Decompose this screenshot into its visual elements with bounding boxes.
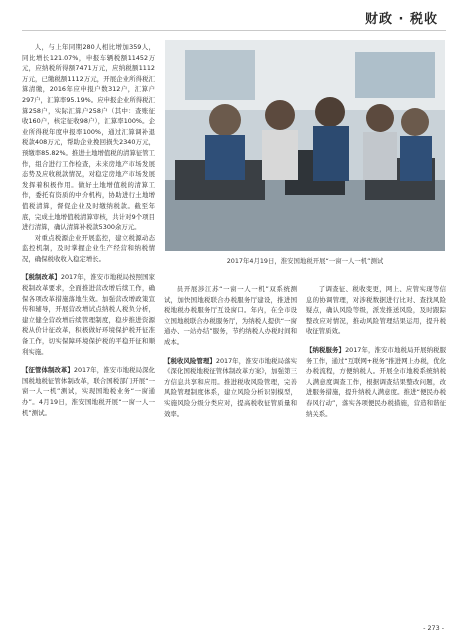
section-body: 2017年，淮安市地税局按照国家税制改革要求，全面推进营改增后续工作，确保各项改革措施落地生效。加强营改增政策宣传和辅导，开展营改增试点纳税人税负分析，建立健全营改增后续管理制度，稳步推进资源税从价计征改革，积极做好环境保护税开征准备工作，切实保障环境保护税的平稳开征和顺利实施。 bbox=[22, 273, 156, 356]
photo-caption: 2017年4月19日，淮安国地税开展“一窗一人一机”测试 bbox=[226, 257, 384, 265]
section-paragraph bbox=[22, 365, 155, 418]
section-body: 2017年，淮安市地税局落实《深化国税地税征管体制改革方案》，加强第三方信息共享和应用。推进税收风险管理，完善风险管理制度体系，建立风险分析识别模型，实施风险分级分类应对，提高税收征管质量和效率。 bbox=[164, 356, 298, 418]
body-paragraph: 人，与上年同期280人相比增加359人，同比增长121.07%，申报车辆税额11452万元，应纳税所得额7471万元，应纳税额1112万元，已缴税额1112万元，开展企业所得税汇算清缴，2016年应申报户数312户，汇算户297户，汇算率95.19%。应申报企业所得税汇算258户，实际汇算户258户（其中：查账征收160户，核定征收98户），汇算率100%。企业所得税年度申报率100%，通过汇算调补退税款408万元，帮助企业挽回损失2340万元，预缴率85.82%。推进土地增值税的清算征管工作，组合进行工作检查，未来房地产市场发展态势及应收税款情况，对稳定房地产市场发展发挥着积极作用。做好土地增值税的清算工作，委托有资质的中介机构，协助进行土地增值税清算，督促企业及时缴纳税款。截至年底，完成土地增值税清算审核，共计对9个项目进行清算，确认清算补税款5300余万元。 bbox=[22, 43, 156, 232]
column-2 bbox=[164, 284, 297, 419]
body-paragraph: 员开展涉江苏“一窗一人一机”双系统测试，加快国地税联合办税服务厅建设，推进国税地税办税服务厅互设窗口。年内，在全市设立国地税联合办税服务厅，为纳税人提供“一窗通办、一站办结”服务，节约纳税人办税时间和成本。 bbox=[164, 285, 297, 346]
page-header bbox=[0, 0, 468, 34]
section-title: 财政 · 税收 bbox=[365, 12, 438, 27]
body-paragraph: 了调查征、税收变更，网上、应管实现等信息的协调管理，对涉税数据进行比对、查找风险疑点，确认风险等级，派发推送风险，及时跟踪整改应对情况，推动风险管理结果运用，提升税收征管质效。 bbox=[306, 285, 446, 336]
header-divider bbox=[22, 30, 446, 31]
column-3 bbox=[306, 284, 446, 419]
page-number: - 273 - bbox=[423, 624, 444, 632]
column-1 bbox=[22, 42, 155, 418]
office-scene-photo bbox=[165, 40, 445, 251]
section-paragraph bbox=[306, 345, 446, 419]
section-paragraph bbox=[164, 356, 297, 420]
section-paragraph bbox=[22, 272, 155, 357]
section-heading: 【税制改革】 bbox=[22, 273, 61, 282]
body-paragraph: 对重点税源企业开展监控，建立税源动态监控机制，及时掌握企业生产经营和纳税情况，确保税收收入稳定增长。 bbox=[22, 233, 155, 263]
section-body: 2017年，淮安市地税局深化国税地税征管体制改革，联合国税部门开展“一窗一人一机”测试，实现国地税业务“一窗通办”。4月19日，淮安国地税开展“一窗一人一机”测试。 bbox=[22, 366, 156, 417]
photo bbox=[165, 40, 445, 251]
section-heading: 【征管体制改革】 bbox=[22, 366, 74, 375]
section-body: 2017年，淮安市地税局开展纳税服务工作，通过“互联网+税务”推进网上办税，优化办税流程，方便纳税人。开展全市地税系统纳税人满意度调查工作，根据调查结果整改问题，改进服务措施，提升纳税人满意度。推进“便民办税春风行动”，落实各项便民办税措施，营造和谐征纳关系。 bbox=[306, 345, 447, 418]
section-heading: 【纳税服务】 bbox=[306, 345, 346, 354]
section-heading: 【税收风险管理】 bbox=[164, 356, 216, 365]
